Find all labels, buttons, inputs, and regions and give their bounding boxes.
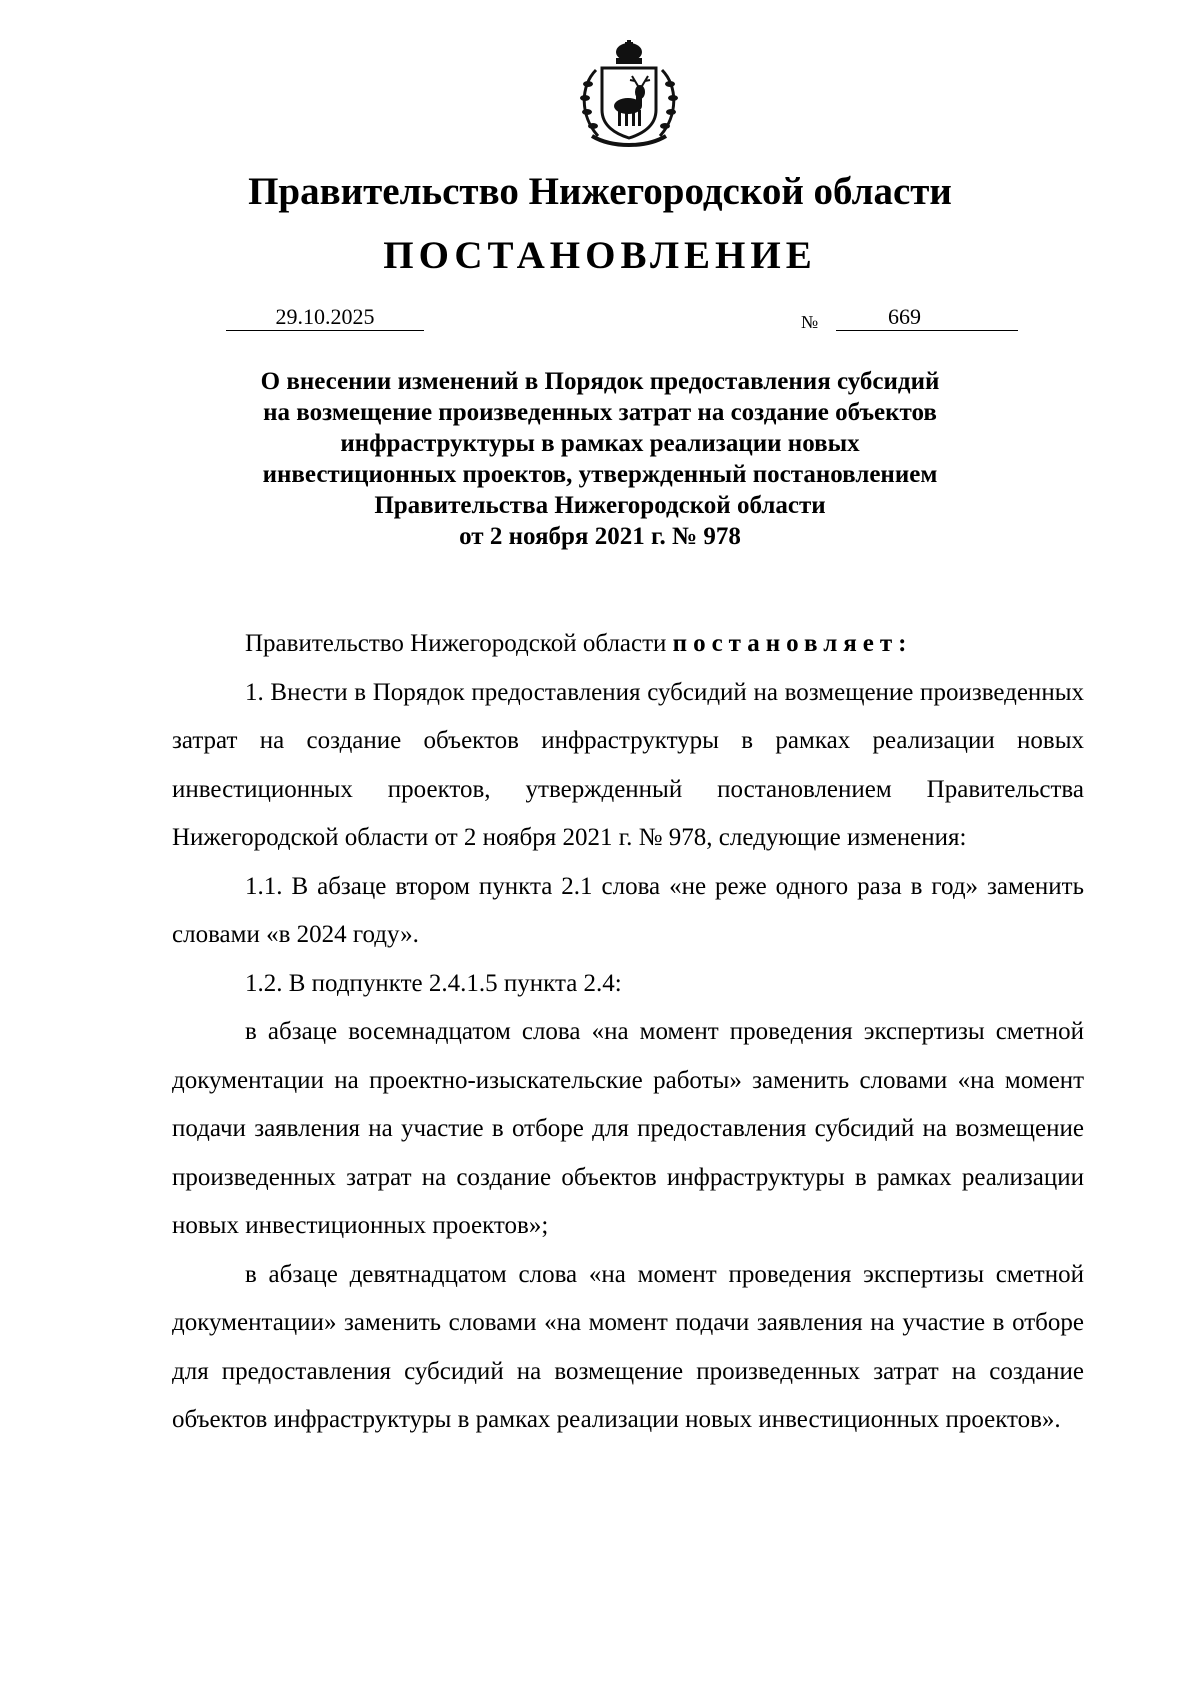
coat-of-arms-icon <box>572 40 686 148</box>
title-line: инвестиционных проектов, утвержденный постановлением <box>262 461 938 488</box>
document-date: 29.10.2025 <box>226 304 424 331</box>
number-label: № <box>801 312 819 332</box>
document-number: 669 <box>888 304 921 329</box>
title-line: Правительства Нижегородской области <box>374 492 826 519</box>
intro-paragraph <box>172 620 1084 669</box>
title-line: инфраструктуры в рамках реализации новых <box>340 430 860 457</box>
paragraph-eighteenth: в абзаце восемнадцатом слова «на момент проведения экспертизы сметной документации на проектно-изыскательские работы» заменить словами «на момент подачи заявления на участие в отборе для предоставления субсидий на возмещение произведенных затрат на создание объектов инфраструктуры в рамках реализации новых инвестиционных проектов»; <box>172 1018 1084 1239</box>
organization-name: Правительство Нижегородской области <box>248 170 952 213</box>
title-line: от 2 ноября 2021 г. № 978 <box>459 523 741 550</box>
paragraph-1-1: 1.1. В абзаце втором пункта 2.1 слова «не реже одного раза в год» заменить словами «в 2024 году». <box>172 872 1084 948</box>
document-title <box>220 366 980 552</box>
intro-text: Правительство Нижегородской области <box>245 630 673 657</box>
paragraph-1-2: 1.2. В подпункте 2.4.1.5 пункта 2.4: <box>245 969 622 997</box>
title-line: О внесении изменений в Порядок предоставления субсидий <box>260 368 940 395</box>
document-type: ПОСТАНОВЛЕНИЕ <box>383 234 817 277</box>
document-number-field <box>836 304 1018 331</box>
paragraph-1: 1. Внести в Порядок предоставления субсидий на возмещение произведенных затрат на создание объектов инфраструктуры в рамках реализации новых инвестиционных проектов, утвержденный постановлением Правительства Нижегородской области от 2 ноября 2021 г. № 978, следующие изменения: <box>172 678 1084 851</box>
decree-verb: постановляет: <box>672 630 913 657</box>
document-body <box>172 620 1084 1445</box>
title-line: на возмещение произведенных затрат на создание объектов <box>263 399 937 426</box>
paragraph-nineteenth: в абзаце девятнадцатом слова «на момент проведения экспертизы сметной документации» заменить словами «на момент подачи заявления на участие в отборе для предоставления субсидий на возмещение произведенных затрат на создание объектов инфраструктуры в рамках реализации новых инвестиционных проектов». <box>172 1260 1084 1433</box>
